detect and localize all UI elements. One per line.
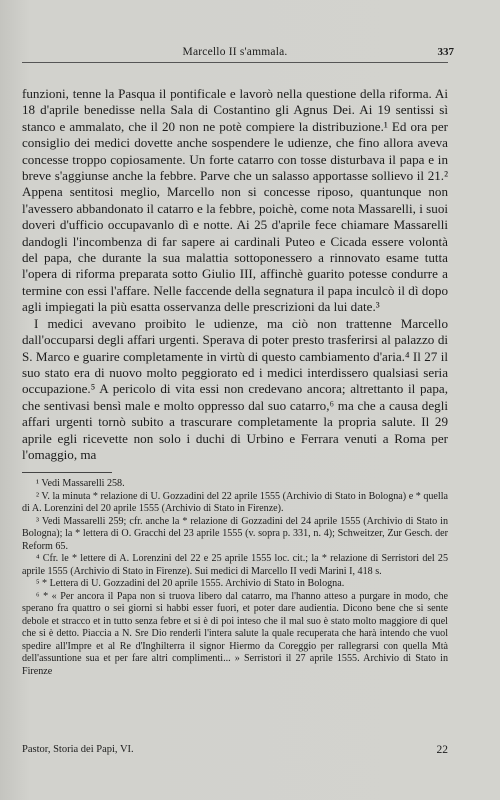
running-header [22, 46, 454, 63]
footnote: ⁶ * « Per ancora il Papa non si truova libero dal catarro, ma l'hanno atteso a purgare in modo, che sperano fra quattro o sei giorni si habbi esser fuori, et poter dare audientia. Dicono bene che si sente debole et stracco et in tutto senza febre et si è di poi inteso che il mal suo è stato molto maggiore di quel che si è detto. Piaccia a N. Sre Dio renderli l'intera salute la quale recuperata che harà intendo che vuol spedire all'Impre et al Re d'Inghilterra il signor Hiermo da Coreggio per rallegrarsi con quella Mtà dell'assuntione sua et per fare altri complimenti... » Serristori il 27 aprile 1555. Archivio di Stato in Firenze [22, 590, 448, 677]
footnote: ¹ Vedi Massarelli 258. [36, 478, 125, 489]
paragraph: I medici avevano proibito le udienze, ma ciò non trattenne Marcello dall'occuparsi degli affari urgenti. Sperava di poter presto trasferirsi al palazzo di S. Marco e guarire completamente in virtù di questo cambiamento d'aria.⁴ Il 27 il suo stato era di nuovo molto peggiorato ed i medici interdissero qualsiasi seria occupazione.⁵ A pericolo di vita essi non credevano ancora; altrettanto il papa, che sentivasi bensì male e molto oppresso dal suo catarro,⁶ ma che a causa degli affari urgenti tornò subito a trascurare completamente la propria salute. Il 29 aprile egli ricevette non solo i duchi di Urbino e Ferrara venuti a Roma per l'omaggio, ma [22, 315, 448, 462]
page-number: 337 [437, 46, 454, 58]
page-footer [22, 744, 448, 755]
book-title: Pastor, Storia dei Papi, VI. [22, 744, 134, 755]
footnote: ² V. la minuta * relazione di U. Gozzadini del 22 aprile 1555 (Archivio di Stato in Bologna) e * quella di A. Lorenzini del 20 aprile 1555 (Archivio di Stato in Firenze). [22, 490, 448, 514]
footnote: ⁵ * Lettera di U. Gozzadini del 20 aprile 1555. Archivio di Stato in Bologna. [36, 578, 345, 589]
signature-mark: 22 [436, 744, 448, 756]
footnotes [22, 478, 448, 678]
footnote-rule [22, 472, 112, 473]
main-text [22, 86, 448, 463]
footnote: ³ Vedi Massarelli 259; cfr. anche la * relazione di Gozzadini del 24 aprile 1555 (Archivio di Stato in Bologna); la * lettera di O. Gracchi del 23 aprile 1555 (v. sopra p. 331, n. 4); Schweitzer, Zur Gesch. der Reform 65. [22, 515, 448, 552]
running-title: Marcello II s'ammala. [182, 46, 288, 58]
footnote: ⁴ Cfr. le * lettere di A. Lorenzini del 22 e 25 aprile 1555 loc. cit.; la * relazione di Serristori del 25 aprile 1555 (Archivio di Stato in Firenze). Sui medici di Marcello II vedi Marini I, 418 s. [22, 553, 448, 577]
paragraph: funzioni, tenne la Pasqua il pontificale e lavorò nella questione della riforma. Ai 18 d'aprile benedisse nella Sala di Costantino gli Agnus Dei. Ai 19 sentissi sì stanco e ammalato, che il 20 non ne potè compiere la distribuzione.¹ Ed ora per consiglio dei medici dovette anche sospendere le udienze, che fino allora aveva concesse troppo copiosamente. Un forte catarro con tosse disturbava il papa e in breve s'aggiunse anche la febbre. Parve che un salasso apportasse sollievo il 21.² Appena sentitosi meglio, Marcello non si concesse riposo, quantunque non l'avessero abbandonato il catarro e la febbre, poichè, come nota Massarelli, i suoi doveri d'ufficio occupavanlo dì e notte. Ai 25 d'aprile fece chiamare Massarelli dandogli l'incombenza di far sapere ai cardinali Puteo e Cicada essere volontà del papa, che durante la sua malattia sottoponessero a rinnovato esame tutta l'opera di riforma preparata sotto Giulio III, affinchè guarito potesse condurre a termine con essi l'affare. Nelle faccende della segnatura il papa inculcò il dì dopo agli impiegati la più esatta osservanza delle prescrizioni da lui date.³ [22, 86, 448, 315]
